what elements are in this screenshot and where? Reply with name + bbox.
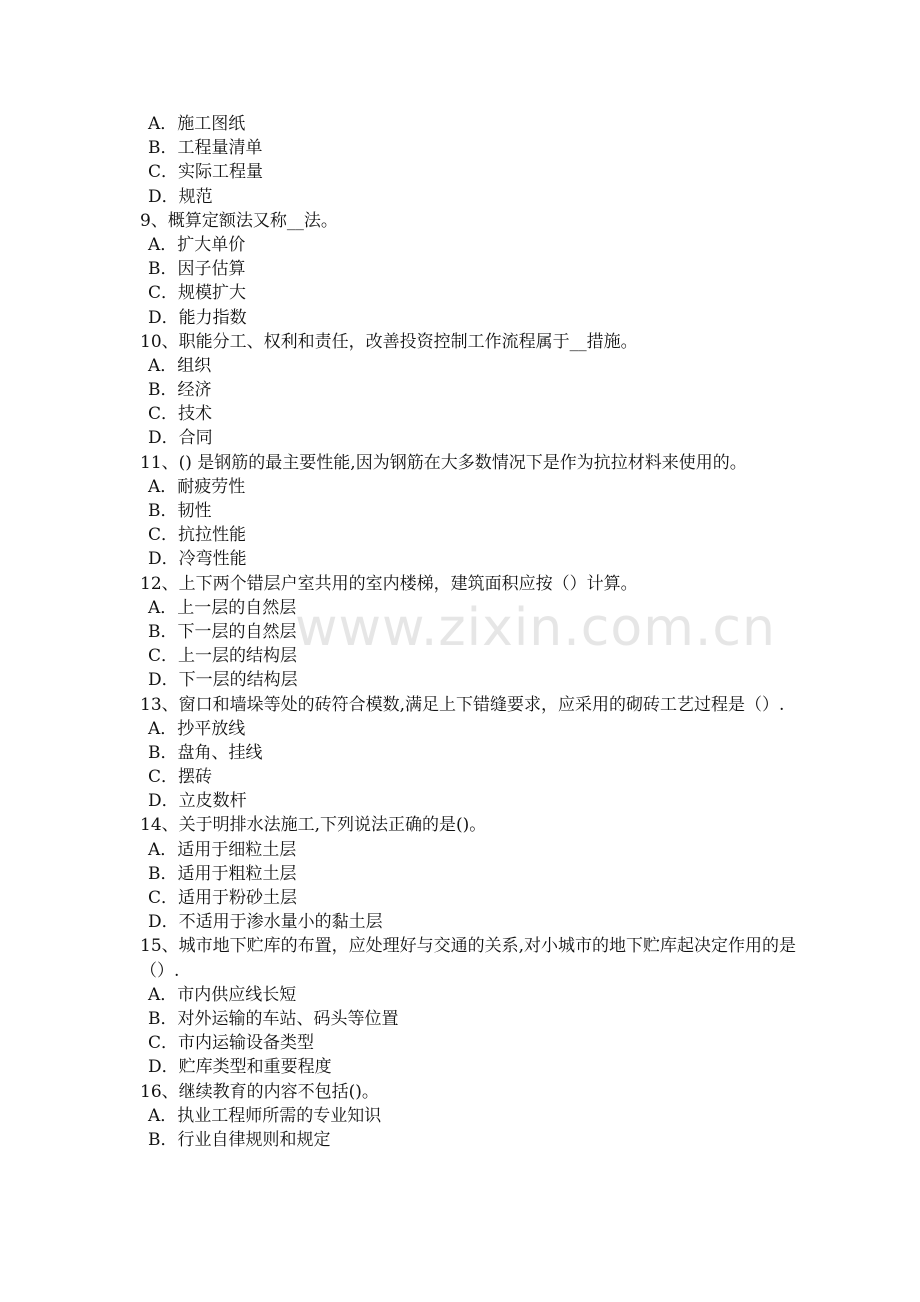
option-b: B．盘角、挂线 — [148, 742, 263, 763]
option-c: C．实际工程量 — [148, 162, 264, 183]
question-12 — [140, 572, 800, 693]
option-d: D．不适用于渗水量小的黏土层 — [148, 912, 383, 933]
question-14 — [140, 813, 800, 934]
question-stem: 15、城市地下贮库的布置，应处理好与交通的关系,对小城市的地下贮库起决定作用的是（）. — [140, 936, 797, 981]
option-a: A．上一层的自然层 — [148, 597, 297, 618]
question-list — [140, 112, 800, 1152]
option-a: A．组织 — [148, 355, 212, 376]
option-a: A．施工图纸 — [148, 114, 246, 134]
option-a: A．市内供应线长短 — [148, 984, 297, 1005]
option-b: B．对外运输的车站、码头等位置 — [148, 1008, 399, 1029]
option-a: A．抄平放线 — [148, 718, 246, 739]
question-stem: 12、上下两个错层户室共用的室内楼梯，建筑面积应按（）计算。 — [140, 573, 638, 594]
option-b: B．工程量清单 — [148, 138, 263, 159]
option-b: B．经济 — [148, 380, 212, 401]
option-c: C．摆砖 — [148, 767, 213, 788]
option-a: A．执业工程师所需的专业知识 — [148, 1105, 382, 1126]
watermark: www.zixin.com.cn — [295, 598, 776, 658]
option-b: B．因子估算 — [148, 259, 246, 280]
question-stem: 14、关于明排水法施工,下列说法正确的是()。 — [140, 815, 487, 836]
question-11 — [140, 451, 800, 572]
option-d: D．冷弯性能 — [148, 549, 247, 570]
question-16 — [140, 1080, 800, 1153]
question-15 — [140, 934, 800, 1079]
option-d: D．贮库类型和重要程度 — [148, 1057, 332, 1078]
question-stem: 11、() 是钢筋的最主要性能,因为钢筋在大多数情况下是作为抗拉材料来使用的。 — [140, 452, 747, 473]
option-b: B．适用于粗粒土层 — [148, 863, 297, 884]
option-a: A．扩大单价 — [148, 234, 246, 255]
option-b: B．韧性 — [148, 501, 212, 521]
question-stem: 13、窗口和墙垛等处的砖符合模数,满足上下错缝要求，应采用的砌砖工艺过程是（）. — [140, 694, 785, 715]
option-d: D．下一层的结构层 — [148, 670, 298, 691]
option-b: B．下一层的自然层 — [148, 621, 297, 642]
option-a: A．耐疲劳性 — [148, 476, 246, 497]
option-d: D．能力指数 — [148, 307, 247, 328]
question-stem: 9、概算定额法又称__法。 — [140, 210, 338, 231]
question-13 — [140, 693, 800, 814]
question-8-options — [140, 112, 800, 209]
option-d: D．合同 — [148, 428, 213, 449]
option-b: B．行业自律规则和规定 — [148, 1129, 331, 1150]
option-c: C．上一层的结构层 — [148, 646, 298, 667]
option-d: D．立皮数杆 — [148, 791, 247, 812]
option-c: C．抗拉性能 — [148, 525, 247, 546]
question-9 — [140, 209, 800, 330]
option-c: C．规模扩大 — [148, 283, 247, 304]
option-d: D．规范 — [148, 186, 213, 207]
option-c: C．市内运输设备类型 — [148, 1033, 315, 1054]
option-a: A．适用于细粒土层 — [148, 839, 297, 860]
question-10 — [140, 330, 800, 451]
question-stem: 10、职能分工、权利和责任，改善投资控制工作流程属于__措施。 — [140, 331, 638, 352]
option-c: C．技术 — [148, 404, 213, 425]
option-c: C．适用于粉砂土层 — [148, 888, 298, 909]
question-stem: 16、继续教育的内容不包括()。 — [140, 1081, 379, 1102]
